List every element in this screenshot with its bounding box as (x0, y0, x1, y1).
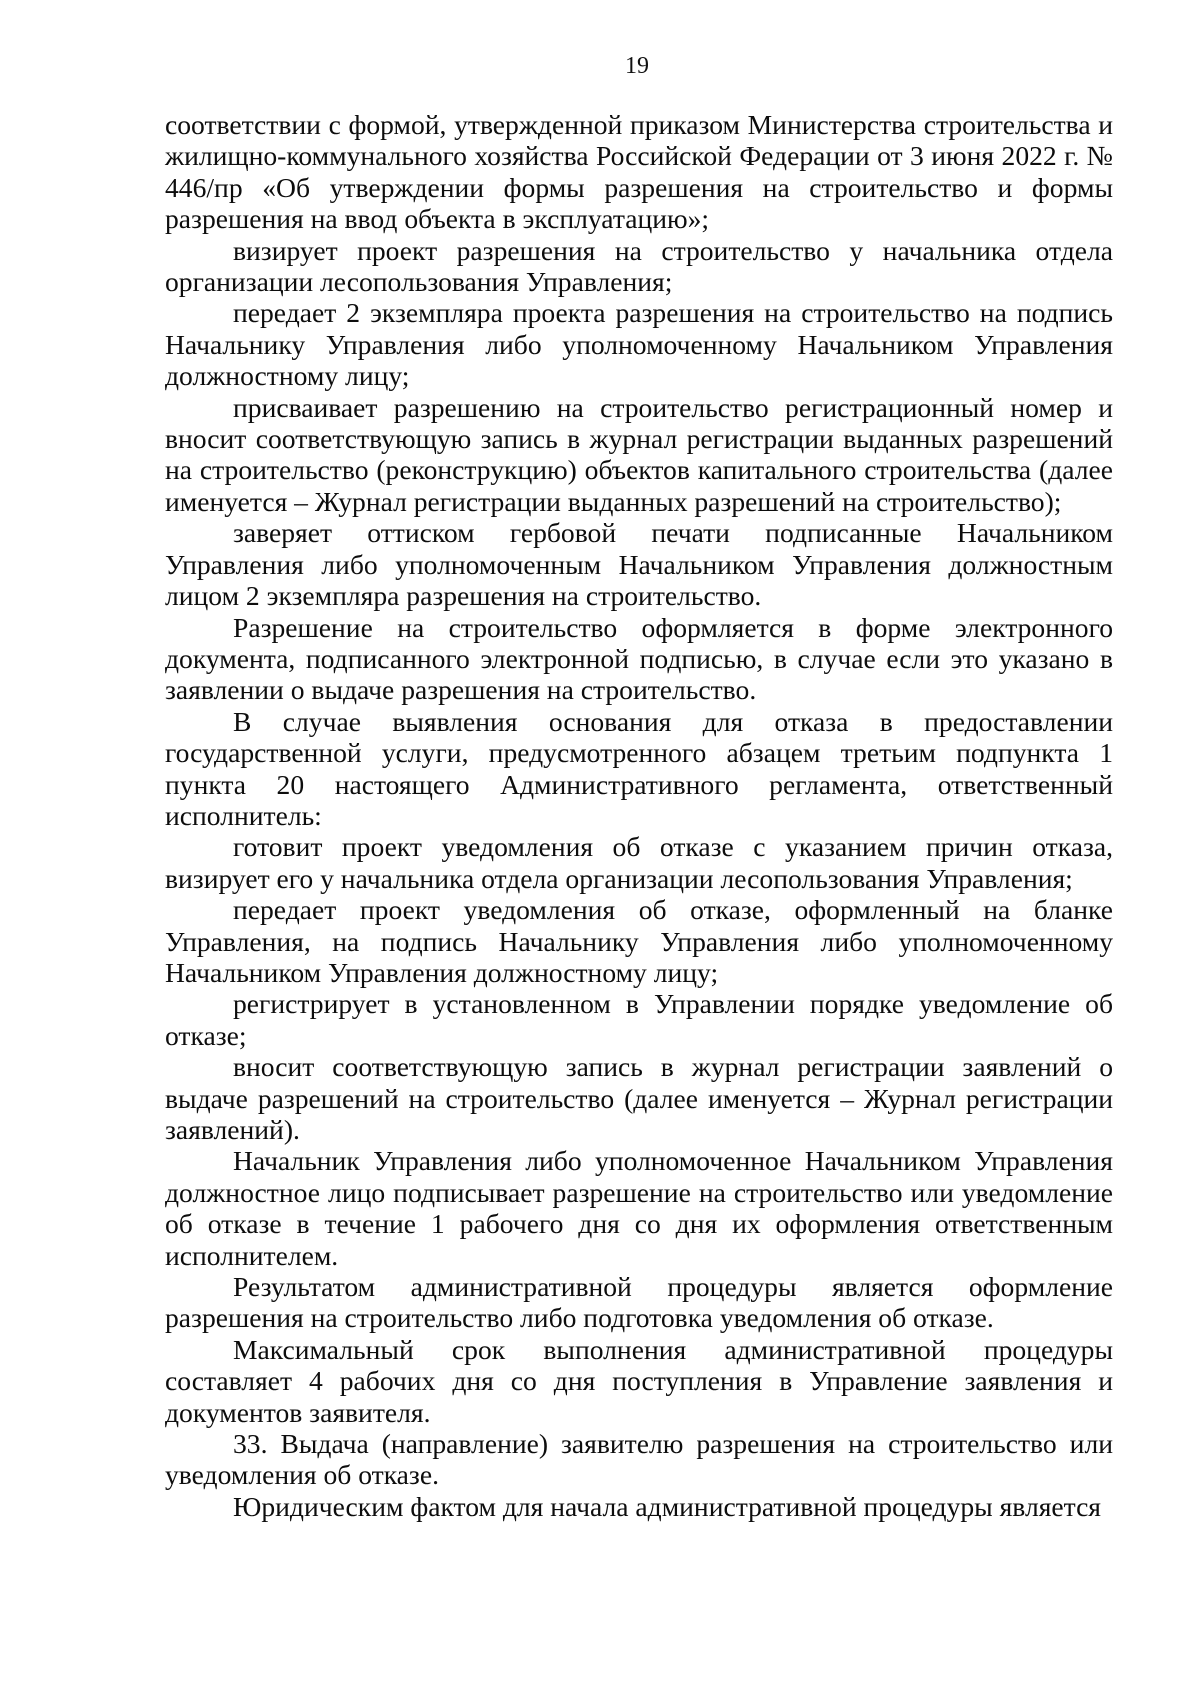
paragraph: визирует проект разрешения на строительство у начальника отдела организации лесопользования Управления; (165, 234, 1113, 298)
paragraph: Юридическим фактом для начала административной процедуры является (233, 1490, 1102, 1522)
paragraph: Начальник Управления либо уполномоченное Начальником Управления должностное лицо подписывает разрешение на строительство или уведомление об отказе в течение 1 рабочего дня со дня их оформления ответственным исполнителем. (165, 1145, 1113, 1271)
paragraph: заверяет оттиском гербовой печати подписанные Начальником Управления либо уполномоченным Начальником Управления должностным лицом 2 экземпляра разрешения на строительство. (165, 517, 1113, 612)
paragraph: В случае выявления основания для отказа в предоставлении государственной услуги, предусмотренного абзацем третьим подпункта 1 пункта 20 настоящего Административного регламента, ответственный исполнитель: (165, 705, 1113, 831)
page-number: 19 (625, 53, 649, 79)
paragraph: Разрешение на строительство оформляется в форме электронного документа, подписанного электронной подписью, в случае если это указано в заявлении о выдаче разрешения на строительство. (165, 611, 1113, 706)
paragraph: регистрирует в установленном в Управлении порядке уведомление об отказе; (165, 988, 1113, 1051)
paragraph: вносит соответствующую запись в журнал регистрации заявлений о выдаче разрешений на строительство (далее именуется – Журнал регистрации заявлений). (165, 1051, 1113, 1145)
document-body (165, 109, 1113, 1522)
paragraph: Результатом административной процедуры является оформление разрешения на строительство либо подготовка уведомления об отказе. (165, 1271, 1113, 1334)
paragraph: готовит проект уведомления об отказе с указанием причин отказа, визирует его у начальника отдела организации лесопользования Управления; (165, 831, 1113, 894)
paragraph: соответствии с формой, утвержденной приказом Министерства строительства и жилищно-коммунального хозяйства Российской Федерации от 3 июня 2022 г. № 446/пр «Об утверждении формы разрешения на строительство и формы разрешения на ввод объекта в эксплуатацию»; (165, 109, 1113, 235)
paragraph: Максимальный срок выполнения административной процедуры составляет 4 рабочих дня со дня поступления в Управление заявления и документов заявителя. (165, 1333, 1113, 1428)
section-heading-paragraph: 33. Выдача (направление) заявителю разрешения на строительство или уведомления об отказе. (165, 1428, 1113, 1491)
paragraph: присваивает разрешению на строительство регистрационный номер и вносит соответствующую запись в журнал регистрации выданных разрешений на строительство (реконструкцию) объектов капитального строительства (далее именуется – Журнал регистрации выданных разрешений на строительство); (165, 391, 1113, 517)
paragraph: передает 2 экземпляра проекта разрешения на строительство на подпись Начальнику Управления либо уполномоченному Начальником Управления должностному лицу; (165, 297, 1113, 392)
paragraph: передает проект уведомления об отказе, оформленный на бланке Управления, на подпись Начальнику Управления либо уполномоченному Начальником Управления должностному лицу; (165, 894, 1113, 988)
